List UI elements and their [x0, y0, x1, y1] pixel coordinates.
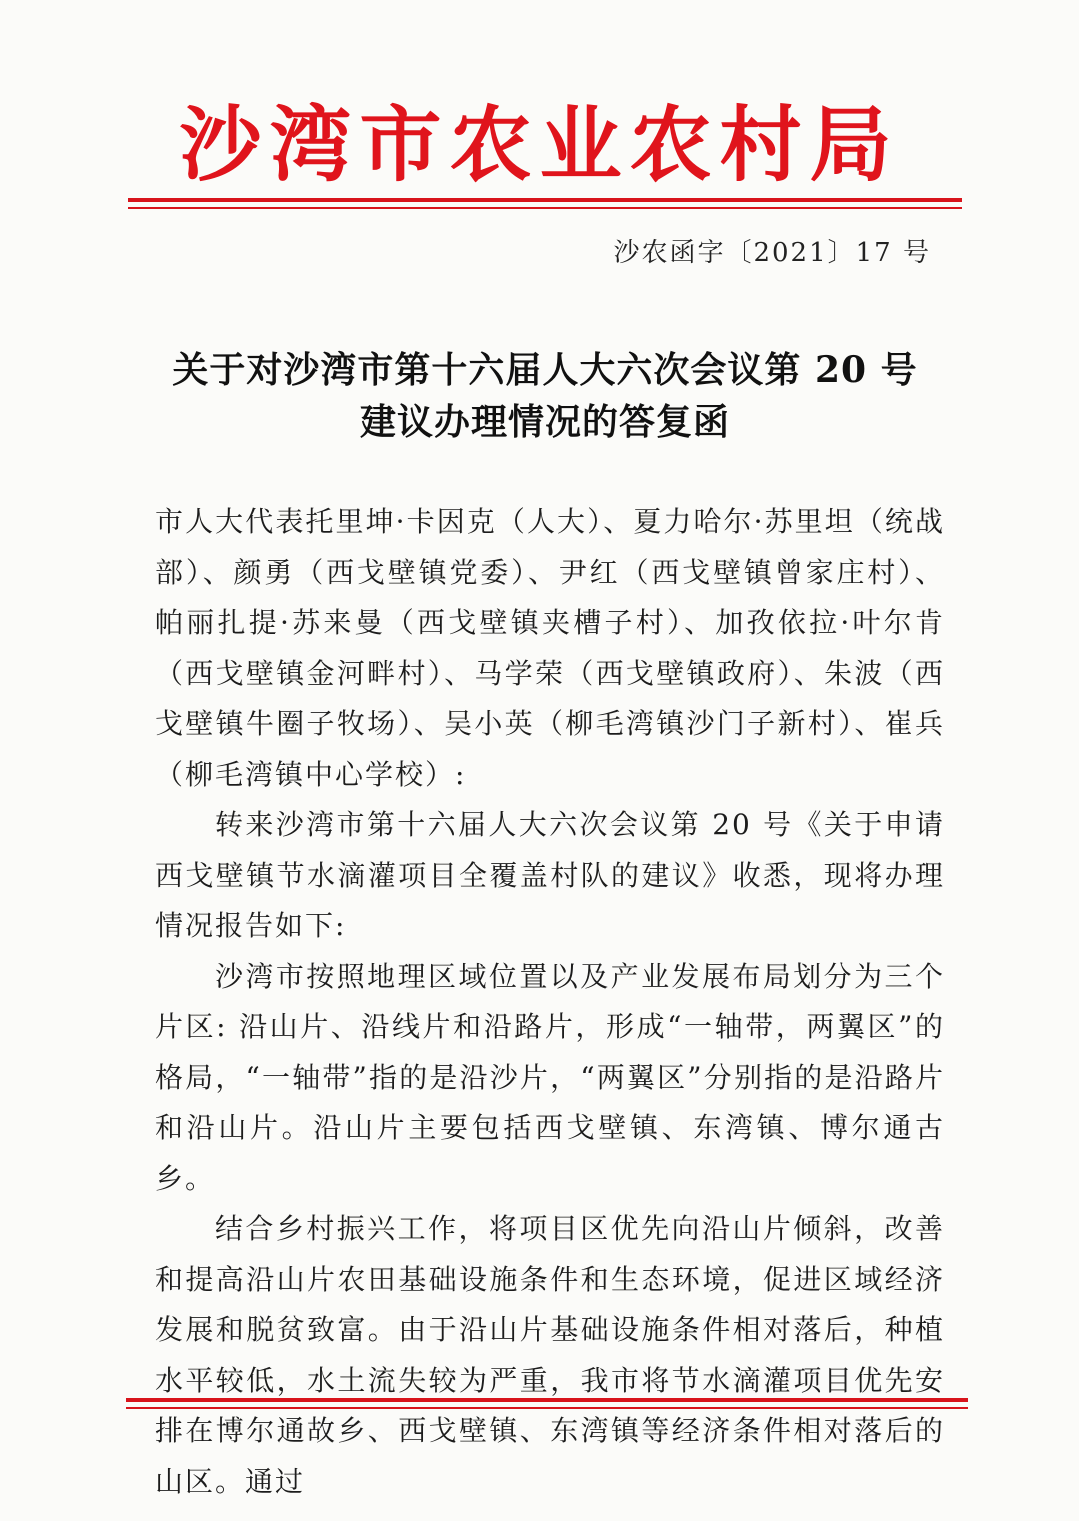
document-body [155, 497, 945, 1507]
footer-red-rule [126, 1398, 968, 1402]
organization-header: 沙湾市农业农村局 [179, 97, 900, 193]
body-paragraph-2: 沙湾市按照地理区域位置以及产业发展布局划分为三个片区: 沿山片、沿线片和沿路片，形成“一轴带，两翼区”的格局，“一轴带”指的是沿沙片，“两翼区”分别指的是沿路片和沿山片。沿山片主要包括西戈壁镇、东湾镇、博尔通古乡。 [155, 959, 945, 1195]
document-number: 沙农函字〔2021〕17 号 [613, 238, 931, 268]
addressee-paragraph: 市人大代表托里坤·卡因克（人大）、夏力哈尔·苏里坦（统战部）、颜勇（西戈壁镇党委）、尹红（西戈壁镇曾家庄村）、帕丽扎提·苏来曼（西戈壁镇夹槽子村）、加孜依拉·叶尔肯（西戈壁镇金河畔村）、马学荣（西戈壁镇政府）、朱波（西戈壁镇牛圈子牧场）、吴小英（柳毛湾镇沙门子新村）、崔兵（柳毛湾镇中心学校）: [155, 505, 945, 791]
footer-red-rule-thin [126, 1407, 968, 1409]
body-paragraph-1: 转来沙湾市第十六届人大六次会议第 20 号《关于申请西戈壁镇节水滴灌项目全覆盖村队的建议》收悉，现将办理情况报告如下: [155, 808, 945, 942]
document-title [130, 344, 960, 448]
body-paragraph-3: 结合乡村振兴工作，将项目区优先向沿山片倾斜，改善和提高沿山片农田基础设施条件和生态环境，促进区域经济发展和脱贫致富。由于沿山片基础设施条件相对落后，种植水平较低，水土流失较为严重，我市将节水滴灌项目优先安排在博尔通故乡、西戈壁镇、东湾镇等经济条件相对落后的山区。通过 [155, 1212, 945, 1498]
document-title-line2: 建议办理情况的答复函 [359, 401, 730, 443]
document-title-line1: 关于对沙湾市第十六届人大六次会议第 20 号 [172, 349, 918, 391]
header-red-rule [128, 198, 962, 202]
header-red-rule-thin [128, 207, 962, 209]
